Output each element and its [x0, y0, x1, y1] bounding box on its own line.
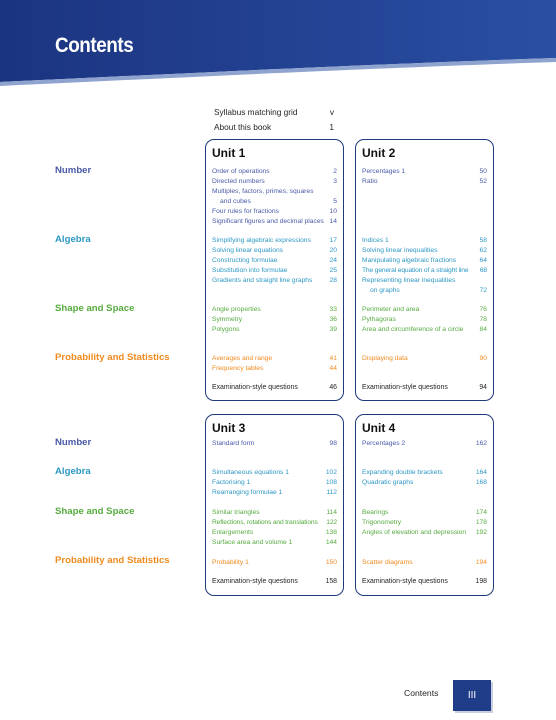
toc-entry[interactable] — [212, 528, 337, 538]
unit-4-prob-section — [362, 558, 487, 568]
toc-entry[interactable] — [362, 558, 487, 568]
unit-3-box — [205, 414, 344, 596]
toc-entry[interactable] — [212, 256, 337, 266]
toc-entry[interactable] — [362, 177, 487, 187]
toc-entry[interactable] — [212, 439, 337, 449]
unit-1-exam-entry[interactable] — [212, 384, 337, 391]
toc-entry[interactable] — [212, 364, 337, 374]
toc-entry[interactable] — [212, 197, 337, 207]
toc-entry-page: 84 — [479, 326, 487, 333]
toc-entry[interactable] — [362, 167, 487, 177]
toc-entry-title: Trigonometry — [362, 519, 402, 526]
unit-4-algebra-section — [362, 468, 487, 488]
toc-entry-title: Constructing formulae — [212, 257, 278, 264]
unit-3-prob-section — [212, 558, 337, 568]
toc-entry-title: Angles of elevation and depression — [362, 529, 467, 536]
unit-2-title: Unit 2 — [362, 146, 396, 160]
front-matter-item[interactable] — [214, 120, 334, 135]
toc-entry-title: Bearings — [362, 509, 389, 516]
toc-entry-title: Displaying data — [362, 355, 408, 362]
toc-entry-title: Significant figures and decimal places — [212, 218, 324, 225]
exam-page: 198 — [475, 578, 487, 585]
toc-entry[interactable] — [212, 276, 337, 286]
toc-entry[interactable] — [362, 325, 487, 335]
toc-entry-page: 17 — [329, 237, 337, 244]
toc-entry[interactable] — [212, 167, 337, 177]
footer-section-label: Contents — [404, 688, 439, 698]
row-label-probability-and-statistics: Probability and Statistics — [55, 352, 170, 363]
unit-4-title: Unit 4 — [362, 421, 396, 435]
toc-entry[interactable] — [362, 246, 487, 256]
toc-entry-title: Ratio — [362, 178, 378, 185]
toc-entry-page: 98 — [329, 440, 337, 447]
unit-4-number-section — [362, 439, 487, 449]
toc-entry-page: 36 — [329, 316, 337, 323]
toc-entry[interactable] — [212, 236, 337, 246]
unit-3-number-section — [212, 439, 337, 449]
toc-entry[interactable] — [212, 354, 337, 364]
page-number-tab: III — [453, 680, 491, 711]
unit-1-number-section — [212, 167, 337, 227]
toc-entry-title: Solving linear inequalities — [362, 247, 438, 254]
toc-entry-title: Probability 1 — [212, 559, 249, 566]
toc-entry-page: 44 — [329, 365, 337, 372]
toc-entry-title: on graphs — [370, 287, 400, 294]
unit-1-prob-section — [212, 354, 337, 374]
toc-entry[interactable] — [212, 478, 337, 488]
toc-entry[interactable] — [362, 266, 487, 276]
toc-entry-title: Perimeter and area — [362, 306, 420, 313]
exam-title: Examination-style questions — [212, 384, 298, 391]
toc-entry-page: 41 — [329, 355, 337, 362]
header-banner — [0, 0, 556, 86]
toc-entry-title: Enlargements — [212, 529, 254, 536]
toc-entry[interactable] — [362, 528, 487, 538]
front-matter-label: Syllabus matching grid — [214, 107, 298, 117]
toc-entry-page: 164 — [475, 469, 487, 476]
toc-entry-title: Expanding double brackets — [362, 469, 443, 476]
toc-entry[interactable] — [212, 538, 337, 548]
toc-entry[interactable] — [362, 508, 487, 518]
toc-entry-page: 76 — [479, 306, 487, 313]
toc-entry-page: 5 — [333, 198, 337, 205]
front-matter-item[interactable] — [214, 105, 334, 120]
toc-entry[interactable] — [362, 256, 487, 266]
toc-entry-page: 52 — [479, 178, 487, 185]
toc-entry-page: 112 — [326, 489, 337, 496]
toc-entry[interactable] — [212, 558, 337, 568]
toc-entry-page: 33 — [329, 306, 337, 313]
toc-entry-title: Quadratic graphs — [362, 479, 414, 486]
toc-entry-page: 25 — [329, 267, 337, 274]
front-matter-label: About this book — [214, 122, 272, 132]
toc-entry[interactable] — [212, 246, 337, 256]
unit-3-title: Unit 3 — [212, 421, 246, 435]
toc-entry-page: 68 — [479, 267, 487, 274]
toc-entry-title: Substitution into formulae — [212, 267, 288, 274]
toc-entry-title: Simultaneous equations 1 — [212, 469, 289, 476]
toc-entry-title: Simplifying algebraic expressions — [212, 237, 311, 244]
toc-entry-page: 144 — [325, 539, 337, 546]
toc-entry-title: Surface area and volume 1 — [212, 539, 293, 546]
toc-entry-title: and cubes — [220, 198, 251, 205]
toc-entry-page: 78 — [479, 316, 487, 323]
front-matter-page: v — [329, 107, 334, 117]
toc-entry[interactable] — [362, 468, 487, 478]
toc-entry[interactable] — [362, 276, 487, 286]
toc-entry-page: 178 — [475, 519, 487, 526]
toc-entry-title: Polygons — [212, 326, 240, 333]
front-matter-page: 1 — [329, 122, 334, 132]
toc-entry-title: Scatter diagrams — [362, 559, 413, 566]
toc-entry-title: The general equation of a straight line — [362, 267, 469, 274]
toc-entry-title: Area and circumference of a circle — [362, 326, 464, 333]
toc-entry[interactable] — [362, 236, 487, 246]
unit-1-title: Unit 1 — [212, 146, 246, 160]
toc-entry-page: 62 — [479, 247, 487, 254]
row-label-number: Number — [55, 437, 92, 448]
toc-entry-page: 174 — [475, 509, 487, 516]
unit-3-exam-entry[interactable] — [212, 578, 337, 585]
unit-1-algebra-section — [212, 236, 337, 286]
toc-entry-title: Percentages 2 — [362, 440, 406, 447]
toc-entry[interactable] — [212, 325, 337, 335]
toc-entry-title: Averages and range — [212, 355, 273, 362]
toc-entry[interactable] — [212, 315, 337, 325]
toc-entry-title: Reflections, rotations and translations — [212, 519, 318, 526]
toc-entry[interactable] — [212, 488, 337, 498]
unit-3-shape-section — [212, 508, 337, 548]
toc-entry-page: 64 — [479, 257, 487, 264]
unit-2-shape-section — [362, 305, 487, 335]
unit-4-box — [355, 414, 494, 596]
toc-entry-title: Rearranging formulae 1 — [212, 489, 283, 496]
toc-entry[interactable] — [362, 439, 487, 449]
toc-entry-title: Factorising 1 — [212, 479, 251, 486]
toc-entry-page: 50 — [479, 168, 487, 175]
toc-entry-title: Similar triangles — [212, 509, 260, 516]
toc-entry-title: Gradients and straight line graphs — [212, 277, 313, 284]
toc-entry-page: 114 — [326, 509, 337, 516]
toc-entry-page: 14 — [329, 218, 337, 225]
toc-entry-title: Standard form — [212, 440, 255, 447]
row-label-algebra: Algebra — [55, 466, 91, 477]
row-label-shape-and-space: Shape and Space — [55, 506, 135, 517]
exam-page: 46 — [329, 384, 337, 391]
toc-entry-page: 194 — [475, 559, 487, 566]
exam-page: 158 — [325, 578, 337, 585]
toc-entry[interactable] — [212, 177, 337, 187]
unit-2-number-section — [362, 167, 487, 187]
toc-entry-title: Percentages 1 — [362, 168, 406, 175]
toc-entry[interactable] — [212, 518, 337, 528]
unit-2-box — [355, 139, 494, 401]
row-label-shape-and-space: Shape and Space — [55, 303, 135, 314]
toc-entry-page: 108 — [325, 479, 337, 486]
toc-entry-title: Pythagoras — [362, 316, 396, 323]
toc-entry[interactable] — [362, 315, 487, 325]
toc-entry-page: 24 — [329, 257, 337, 264]
toc-entry-page: 72 — [479, 287, 487, 294]
toc-entry[interactable] — [212, 305, 337, 315]
toc-entry[interactable] — [362, 518, 487, 528]
toc-entry-page: 20 — [329, 247, 337, 254]
unit-4-exam-entry[interactable] — [362, 578, 487, 585]
toc-entry-page: 122 — [326, 519, 337, 526]
toc-entry[interactable] — [212, 217, 337, 227]
front-matter — [214, 105, 334, 135]
toc-entry-page: 58 — [479, 237, 487, 244]
toc-entry[interactable] — [212, 468, 337, 478]
toc-entry[interactable] — [212, 508, 337, 518]
toc-entry-page: 90 — [479, 355, 487, 362]
toc-entry[interactable] — [362, 286, 487, 296]
unit-3-algebra-section — [212, 468, 337, 498]
unit-1-shape-section — [212, 305, 337, 335]
toc-entry[interactable] — [212, 207, 337, 217]
toc-entry-title: Indices 1 — [362, 237, 389, 244]
exam-title: Examination-style questions — [212, 578, 298, 585]
toc-entry-page: 3 — [333, 178, 337, 185]
exam-title: Examination-style questions — [362, 384, 448, 391]
row-label-algebra: Algebra — [55, 234, 91, 245]
toc-entry[interactable] — [362, 478, 487, 488]
toc-entry[interactable] — [362, 305, 487, 315]
row-label-number: Number — [55, 165, 92, 176]
toc-entry-page: 162 — [475, 440, 487, 447]
toc-entry-title: Order of operations — [212, 168, 270, 175]
toc-entry-page: 102 — [325, 469, 337, 476]
toc-entry-page: 10 — [329, 208, 337, 215]
toc-entry-title: Angle properties — [212, 306, 261, 313]
toc-entry-title: Frequency tables — [212, 365, 264, 372]
toc-entry-page: 39 — [329, 326, 337, 333]
row-label-probability-and-statistics: Probability and Statistics — [55, 555, 170, 566]
unit-4-shape-section — [362, 508, 487, 538]
toc-entry[interactable] — [212, 187, 337, 197]
toc-entry-page: 192 — [475, 529, 487, 536]
toc-entry-page: 138 — [325, 529, 337, 536]
unit-2-prob-section — [362, 354, 487, 364]
toc-entry-page: 168 — [475, 479, 487, 486]
unit-2-algebra-section — [362, 236, 487, 296]
unit-2-exam-entry[interactable] — [362, 384, 487, 391]
toc-entry-title: Solving linear equations — [212, 247, 284, 254]
toc-entry-title: Directed numbers — [212, 178, 265, 185]
toc-entry[interactable] — [362, 354, 487, 364]
toc-entry-title: Representing linear inequalities — [362, 277, 456, 284]
toc-entry-page: 2 — [333, 168, 337, 175]
toc-entry-page: 150 — [325, 559, 337, 566]
toc-entry-title: Multiples, factors, primes, squares — [212, 188, 314, 195]
page-title: Contents — [55, 34, 134, 57]
toc-entry[interactable] — [212, 266, 337, 276]
toc-entry-title: Manipulating algebraic fractions — [362, 257, 457, 264]
toc-entry-title: Four rules for fractions — [212, 208, 279, 215]
exam-title: Examination-style questions — [362, 578, 448, 585]
toc-entry-page: 28 — [329, 277, 337, 284]
unit-1-box — [205, 139, 344, 401]
toc-entry-title: Symmetry — [212, 316, 243, 323]
exam-page: 94 — [479, 384, 487, 391]
